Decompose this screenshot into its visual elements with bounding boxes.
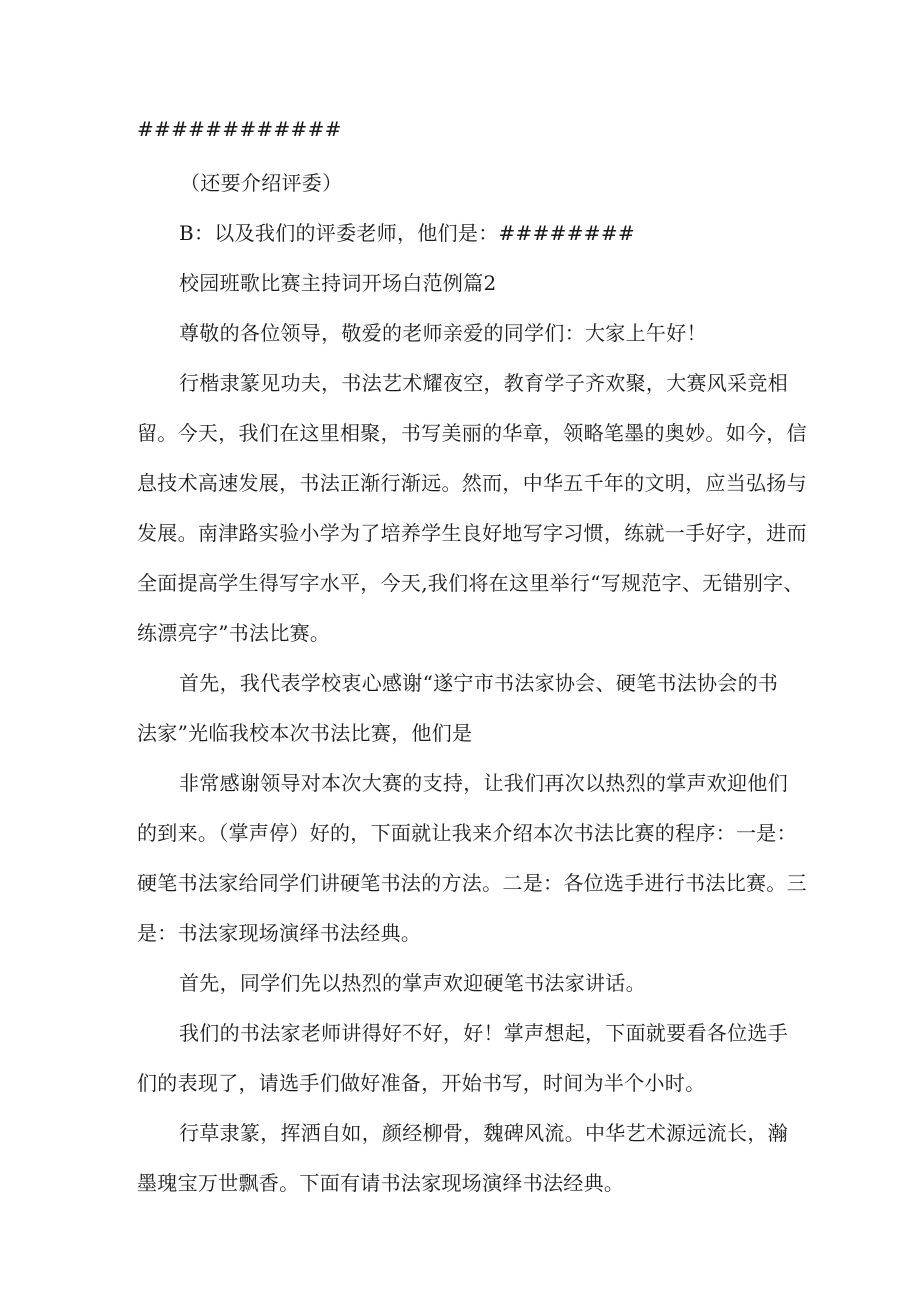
text-line: 留。今天，我们在这里相聚，书写美丽的华章，领略笔墨的奥妙。如今，信 [137, 421, 807, 445]
text-line: 行草隶篆，挥洒自如，颜经柳骨，魏碑风流。中华艺术源远流长，瀚 [179, 1121, 788, 1145]
text-line: B：以及我们的评委老师，他们是：######## [179, 221, 635, 245]
text-line: 首先，同学们先以热烈的掌声欢迎硬笔书法家讲话。 [179, 971, 646, 995]
text-line: 法家”光临我校本次书法比赛，他们是 [137, 721, 473, 745]
text-line: 行楷隶篆见功夫，书法艺术耀夜空，教育学子齐欢聚，大赛风采竞相 [179, 371, 788, 395]
text-line: 我们的书法家老师讲得好不好，好！掌声想起，下面就要看各位选手 [179, 1021, 788, 1045]
text-line: 硬笔书法家给同学们讲硬笔书法的方法。二是：各位选手进行书法比赛。三 [137, 871, 807, 895]
text-line: 息技术高速发展，书法正渐行渐远。然而，中华五千年的文明，应当弘扬与 [137, 471, 807, 495]
text-line: 的到来。（掌声停）好的，下面就让我来介绍本次书法比赛的程序：一是： [137, 821, 797, 845]
text-line: 尊敬的各位领导，敬爱的老师亲爱的同学们：大家上午好！ [179, 321, 707, 345]
text-line: 非常感谢领导对本次大赛的支持，让我们再次以热烈的掌声欢迎他们 [179, 771, 788, 795]
text-line: 们的表现了，请选手们做好准备，开始书写，时间为半个小时。 [137, 1071, 706, 1095]
text-line: 练漂亮字”书法比赛。 [137, 621, 331, 645]
text-line: 发展。南津路实验小学为了培养学生良好地写字习惯，练就一手好字，进而 [137, 521, 807, 545]
text-line: 是：书法家现场演绎书法经典。 [137, 921, 422, 945]
text-line: ############ [137, 117, 342, 141]
text-line: （还要介绍评委） [180, 171, 343, 195]
text-line: 首先，我代表学校衷心感谢“遂宁市书法家协会、硬笔书法协会的书 [179, 671, 779, 695]
text-line: 全面提高学生得写字水平，今天,我们将在这里举行“写规范字、无错别字、 [137, 571, 804, 595]
text-line: 墨瑰宝万世飘香。下面有请书法家现场演绎书法经典。 [137, 1171, 625, 1195]
section-title: 校园班歌比赛主持词开场白范例篇2 [179, 271, 497, 295]
